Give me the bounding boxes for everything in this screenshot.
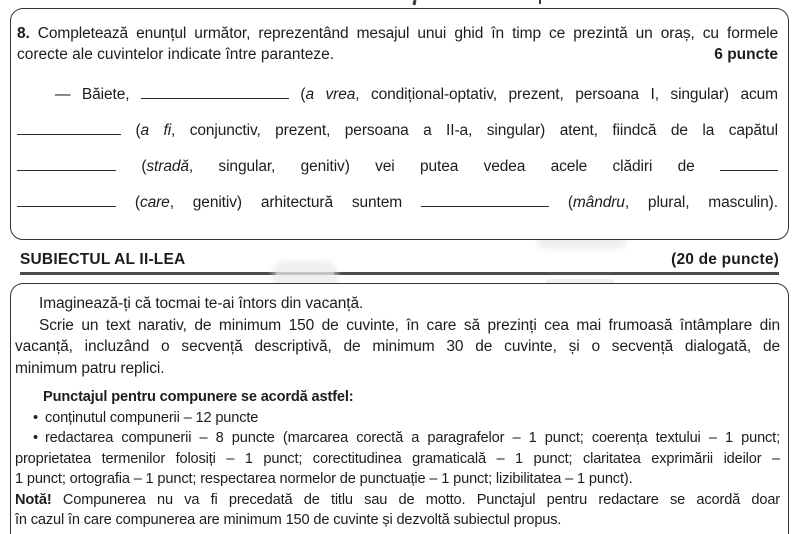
dialogue-line-3 bbox=[17, 156, 778, 178]
dialogue-line-1 bbox=[17, 84, 778, 106]
dialogue-tail: atent, fiindcă de la capătul bbox=[559, 122, 778, 139]
hint-word-italic: a fi bbox=[140, 122, 172, 139]
subject2-brief-line: vacanță, incluzând o secvență descriptivă, de minimum 30 de cuvinte, și o secvență dialogată, de bbox=[15, 338, 780, 355]
task8-number: 8. bbox=[17, 25, 30, 42]
bullet-icon: • bbox=[33, 430, 38, 446]
subject2-underline bbox=[20, 272, 779, 275]
hint-open: ( bbox=[567, 194, 573, 211]
hint-open: ( bbox=[135, 122, 141, 139]
hint-open: ( bbox=[300, 86, 306, 103]
task8-points: 6 puncte bbox=[714, 46, 778, 63]
hint-word-italic: mândru bbox=[572, 194, 625, 211]
scan-artifact bbox=[539, 0, 541, 4]
note-label: Notă! bbox=[15, 491, 52, 508]
hint-2 bbox=[135, 122, 545, 139]
task8-statement-line2 bbox=[17, 44, 778, 65]
hint-4 bbox=[135, 194, 242, 211]
hint-open: ( bbox=[141, 158, 147, 175]
hint-rest: , singular, genitiv) bbox=[188, 158, 350, 175]
subject2-brief-line: minimum patru replici. bbox=[15, 359, 165, 377]
answer-blank-1 bbox=[141, 84, 289, 99]
hint-rest: , condițional-optativ, prezent, persoana I, singular) bbox=[355, 86, 729, 103]
dialogue-line-4 bbox=[17, 192, 778, 214]
bullet2-text: redactarea compunerii – 8 puncte (marcarea corectă a paragrafelor – 1 punct; coerența textului – 1 punct; bbox=[44, 430, 780, 446]
hint-word-italic: a vrea bbox=[305, 86, 356, 103]
scoring-bullet-2-line2: proprietatea termenilor folosiți – 1 punct; corectitudinea gramaticală – 1 punct; claritatea exprimării ideilor – bbox=[15, 450, 780, 467]
scoring-heading: Punctajul pentru compunere se acordă astfel: bbox=[43, 389, 354, 405]
subject2-intro: Imaginează-ți că tocmai te-ai întors din vacanță. bbox=[39, 295, 364, 312]
bullet1-text: conținutul compunerii – 12 puncte bbox=[44, 409, 259, 426]
hint-rest: , conjunctiv, prezent, persoana a II-a, singular) bbox=[171, 122, 546, 139]
scan-artifact bbox=[413, 0, 417, 5]
task8-statement-line1 bbox=[17, 23, 778, 44]
hint-word-italic: stradă bbox=[146, 158, 189, 175]
bullet-icon: • bbox=[33, 409, 38, 426]
hint-1 bbox=[300, 86, 729, 103]
subject2-brief-line: Scrie un text narativ, de minimum 150 de cuvinte, în care să prezinți cea mai frumoasă întâmplare din bbox=[39, 316, 780, 334]
subject2-heading-row bbox=[20, 251, 779, 269]
dialogue-pre: Băiete, bbox=[81, 86, 130, 103]
task8-box bbox=[10, 8, 789, 240]
note-line2: în cazul în care compunerea are minimum 150 de cuvinte și dezvoltă subiectul propus. bbox=[15, 512, 562, 528]
subject2-box bbox=[10, 283, 789, 534]
task8-statement-text2: corecte ale cuvintelor indicate între paranteze. bbox=[17, 46, 335, 63]
hint-rest: , plural, masculin). bbox=[624, 194, 778, 211]
task8-statement-text: Completează enunțul următor, reprezentând mesajul unui ghid în timp ce prezintă un oraș, cu formele bbox=[37, 25, 778, 42]
answer-blank-6 bbox=[421, 192, 549, 207]
note-line1 bbox=[15, 490, 780, 511]
hint-3 bbox=[141, 158, 349, 175]
subject2-points: (20 de puncte) bbox=[671, 251, 779, 268]
subject2-title: SUBIECTUL AL II-LEA bbox=[20, 251, 186, 268]
scoring-bullet-2-line1 bbox=[15, 428, 780, 449]
answer-blank-4 bbox=[720, 156, 778, 171]
scoring-bullet-2-line3: 1 punct; ortografia – 1 punct; respectarea normelor de punctuație – 1 punct; lizibilitatea – 1 punct). bbox=[15, 471, 633, 487]
hint-rest: , genitiv) bbox=[169, 194, 242, 211]
dialogue-dash: — bbox=[55, 86, 71, 103]
answer-blank-5 bbox=[17, 192, 116, 207]
scoring-bullet-1 bbox=[15, 408, 780, 429]
dialogue-mid: arhitectură suntem bbox=[260, 194, 403, 211]
hint-open: ( bbox=[134, 194, 140, 211]
dialogue-tail: acum bbox=[740, 86, 778, 103]
answer-blank-3 bbox=[17, 156, 116, 171]
dialogue-line-2 bbox=[17, 120, 778, 142]
hint-5 bbox=[568, 194, 778, 211]
dialogue-tail: vei putea vedea acele clădiri de bbox=[375, 158, 695, 175]
note-text: Compunerea nu va fi precedată de titlu sau de motto. Punctajul pentru redactare se acordă doar bbox=[62, 491, 781, 508]
hint-word-italic: care bbox=[139, 194, 170, 211]
answer-blank-2 bbox=[17, 120, 121, 135]
